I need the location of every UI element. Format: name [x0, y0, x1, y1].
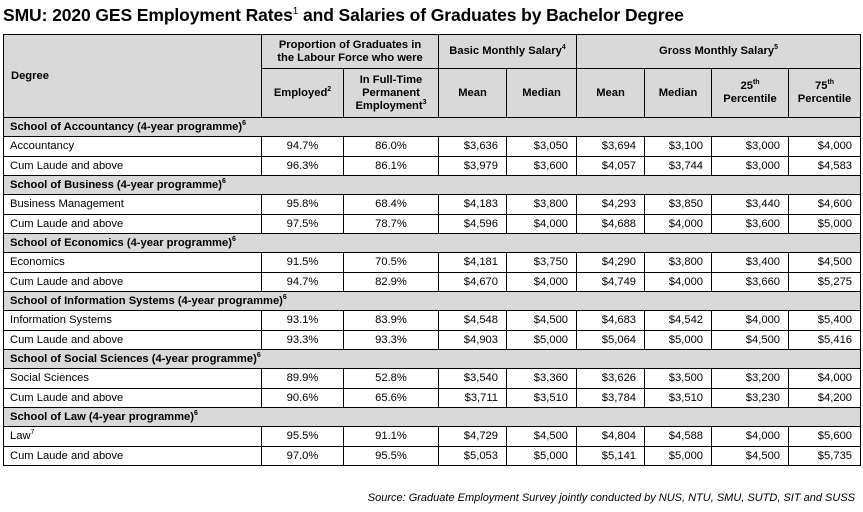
gross-mean-cell: $5,141 [577, 446, 645, 466]
basic-median-cell: $4,500 [507, 427, 577, 447]
header-p75-label: Percentile [797, 93, 852, 105]
fulltime-cell: 70.5% [344, 253, 439, 273]
p75-cell: $4,000 [789, 137, 861, 157]
gross-mean-cell: $4,749 [577, 272, 645, 292]
employed-cell: 90.6% [262, 388, 344, 408]
header-p75-sup: th [827, 79, 835, 86]
section-header [4, 350, 861, 369]
section-header [4, 292, 861, 311]
basic-median-cell: $3,800 [507, 195, 577, 215]
p75-cell: $5,735 [789, 446, 861, 466]
fulltime-cell: 78.7% [344, 214, 439, 234]
p75-cell: $5,416 [789, 330, 861, 350]
table-row [4, 446, 861, 466]
section-header [4, 408, 861, 427]
header-fulltime-sup: 3 [422, 98, 427, 106]
degree-footnote-marker: 7 [30, 429, 35, 437]
basic-mean-cell: $4,903 [439, 330, 507, 350]
section-footnote-marker: 6 [242, 120, 246, 127]
gross-mean-cell: $3,784 [577, 388, 645, 408]
gross-median-cell: $3,800 [645, 253, 712, 273]
basic-mean-cell: $3,711 [439, 388, 507, 408]
basic-mean-cell: $4,183 [439, 195, 507, 215]
employed-cell: 95.8% [262, 195, 344, 215]
degree-name: Cum Laude and above [10, 275, 124, 288]
section-name: School of Accountancy (4-year programme) [10, 121, 243, 133]
section-footnote-marker: 6 [256, 352, 261, 359]
header-p25-num: 25 [740, 80, 753, 92]
table-row [4, 195, 861, 215]
header-gross-median: Median [645, 69, 712, 118]
title-text-rest: and Salaries of Graduates by Bachelor Degree [298, 5, 684, 25]
fulltime-cell: 65.6% [344, 388, 439, 408]
header-employed-label: Employed [273, 86, 328, 99]
degree-name: Law [10, 430, 31, 443]
section-name: School of Law (4-year programme) [10, 411, 195, 423]
fulltime-cell: 95.5% [344, 446, 439, 466]
section-name: School of Business (4-year programme) [10, 179, 222, 191]
header-fulltime [344, 69, 439, 118]
basic-mean-cell: $4,670 [439, 272, 507, 292]
gross-mean-cell: $4,290 [577, 253, 645, 273]
gross-median-cell: $4,542 [645, 311, 712, 331]
degree-name: Cum Laude and above [10, 333, 124, 346]
header-gross-salary [577, 35, 861, 69]
p25-cell: $3,660 [712, 272, 789, 292]
degree-cell [4, 330, 262, 350]
section-header-row [4, 118, 861, 137]
employment-table [3, 34, 861, 466]
basic-median-cell: $3,360 [507, 369, 577, 389]
header-degree: Degree [4, 35, 262, 118]
degree-cell [4, 388, 262, 408]
header-gross-mean: Mean [577, 69, 645, 118]
section-footnote-marker: 6 [282, 294, 287, 301]
degree-name: Cum Laude and above [10, 159, 124, 172]
header-basic-salary-label: Basic Monthly Salary [449, 45, 562, 57]
table-row [4, 253, 861, 273]
gross-mean-cell: $4,057 [577, 156, 645, 176]
basic-mean-cell: $3,636 [439, 137, 507, 157]
employed-cell: 95.5% [262, 427, 344, 447]
p75-cell: $4,200 [789, 388, 861, 408]
employed-cell: 93.1% [262, 311, 344, 331]
p75-cell: $5,400 [789, 311, 861, 331]
employed-cell: 93.3% [262, 330, 344, 350]
basic-mean-cell: $3,540 [439, 369, 507, 389]
table-row [4, 214, 861, 234]
degree-cell [4, 272, 262, 292]
p25-cell: $4,000 [712, 311, 789, 331]
gross-median-cell: $3,744 [645, 156, 712, 176]
degree-cell [4, 311, 262, 331]
degree-cell [4, 446, 262, 466]
header-basic-salary [439, 35, 577, 69]
p75-cell: $4,600 [789, 195, 861, 215]
title-text: SMU: 2020 GES Employment Rates [3, 5, 293, 25]
table-row [4, 330, 861, 350]
title-footnote-marker: 1 [292, 6, 299, 17]
p75-cell: $4,500 [789, 253, 861, 273]
basic-median-cell: $4,000 [507, 214, 577, 234]
section-header-row [4, 408, 861, 427]
header-basic-median: Median [507, 69, 577, 118]
fulltime-cell: 52.8% [344, 369, 439, 389]
basic-median-cell: $3,750 [507, 253, 577, 273]
degree-name: Cum Laude and above [10, 217, 124, 230]
table-row [4, 137, 861, 157]
section-header-row [4, 234, 861, 253]
header-fulltime-label: In Full-Time Permanent Employment [355, 73, 423, 112]
degree-cell [4, 369, 262, 389]
p75-cell: $5,600 [789, 427, 861, 447]
employed-cell: 94.7% [262, 272, 344, 292]
fulltime-cell: 86.0% [344, 137, 439, 157]
p25-cell: $3,200 [712, 369, 789, 389]
gross-median-cell: $3,500 [645, 369, 712, 389]
degree-name: Economics [10, 256, 65, 269]
section-footnote-marker: 6 [222, 178, 226, 185]
gross-median-cell: $3,100 [645, 137, 712, 157]
employed-cell: 89.9% [262, 369, 344, 389]
section-header [4, 118, 861, 137]
gross-median-cell: $4,000 [645, 272, 712, 292]
degree-name: Business Management [10, 198, 124, 211]
p25-cell: $3,400 [712, 253, 789, 273]
degree-cell [4, 427, 262, 447]
section-name: School of Information Systems (4-year programme) [10, 295, 283, 307]
gross-median-cell: $4,000 [645, 214, 712, 234]
section-header [4, 234, 861, 253]
gross-median-cell: $5,000 [645, 446, 712, 466]
header-p25-label: Percentile [723, 93, 777, 105]
header-employed [262, 69, 344, 118]
basic-median-cell: $5,000 [507, 446, 577, 466]
p25-cell: $3,230 [712, 388, 789, 408]
header-basic-mean: Mean [439, 69, 507, 118]
section-header-row [4, 176, 861, 195]
gross-mean-cell: $3,626 [577, 369, 645, 389]
degree-cell [4, 214, 262, 234]
gross-mean-cell: $4,688 [577, 214, 645, 234]
gross-mean-cell: $3,694 [577, 137, 645, 157]
table-row [4, 311, 861, 331]
basic-median-cell: $3,600 [507, 156, 577, 176]
degree-name: Cum Laude and above [10, 391, 124, 404]
degree-cell [4, 137, 262, 157]
fulltime-cell: 93.3% [344, 330, 439, 350]
degree-name: Cum Laude and above [10, 449, 124, 462]
employed-cell: 96.3% [262, 156, 344, 176]
basic-median-cell: $4,500 [507, 311, 577, 331]
table-row [4, 272, 861, 292]
degree-cell [4, 253, 262, 273]
p25-cell: $3,000 [712, 156, 789, 176]
p25-cell: $4,500 [712, 446, 789, 466]
p25-cell: $4,500 [712, 330, 789, 350]
employed-cell: 97.0% [262, 446, 344, 466]
table-header [4, 35, 861, 118]
degree-cell [4, 195, 262, 215]
gross-median-cell: $4,588 [645, 427, 712, 447]
gross-mean-cell: $5,064 [577, 330, 645, 350]
table-row [4, 427, 861, 447]
gross-median-cell: $5,000 [645, 330, 712, 350]
table-row [4, 156, 861, 176]
basic-mean-cell: $3,979 [439, 156, 507, 176]
table-body [4, 118, 861, 466]
p25-cell: $3,000 [712, 137, 789, 157]
employed-cell: 94.7% [262, 137, 344, 157]
gross-mean-cell: $4,804 [577, 427, 645, 447]
section-header-row [4, 292, 861, 311]
section-footnote-marker: 6 [194, 410, 198, 417]
p75-cell: $4,000 [789, 369, 861, 389]
source-note: Source: Graduate Employment Survey jointly conducted by NUS, NTU, SMU, SUTD, SIT and SUSS [367, 492, 855, 504]
header-p25-sup: th [752, 79, 760, 86]
header-p75-num: 75 [814, 80, 828, 92]
gross-mean-cell: $4,683 [577, 311, 645, 331]
section-name: School of Social Sciences (4-year programme) [10, 353, 257, 365]
header-p75 [789, 69, 861, 118]
fulltime-cell: 83.9% [344, 311, 439, 331]
p25-cell: $3,440 [712, 195, 789, 215]
header-p25 [712, 69, 789, 118]
table-row [4, 388, 861, 408]
basic-median-cell: $3,050 [507, 137, 577, 157]
header-basic-salary-sup: 4 [561, 44, 566, 51]
p25-cell: $4,000 [712, 427, 789, 447]
section-header [4, 176, 861, 195]
employed-cell: 97.5% [262, 214, 344, 234]
section-name: School of Economics (4-year programme) [10, 237, 232, 249]
header-employed-sup: 2 [327, 85, 332, 93]
gross-median-cell: $3,850 [645, 195, 712, 215]
fulltime-cell: 91.1% [344, 427, 439, 447]
page-title [3, 5, 684, 26]
section-header-row [4, 350, 861, 369]
basic-mean-cell: $4,596 [439, 214, 507, 234]
fulltime-cell: 86.1% [344, 156, 439, 176]
section-footnote-marker: 6 [231, 236, 236, 243]
header-proportion: Proportion of Graduates in the Labour Force who were [262, 35, 439, 69]
degree-name: Information Systems [10, 314, 112, 327]
gross-mean-cell: $4,293 [577, 195, 645, 215]
basic-mean-cell: $4,729 [439, 427, 507, 447]
basic-median-cell: $5,000 [507, 330, 577, 350]
table-row [4, 369, 861, 389]
header-gross-salary-sup: 5 [774, 44, 778, 51]
basic-mean-cell: $4,548 [439, 311, 507, 331]
basic-median-cell: $4,000 [507, 272, 577, 292]
p75-cell: $4,583 [789, 156, 861, 176]
basic-median-cell: $3,510 [507, 388, 577, 408]
fulltime-cell: 82.9% [344, 272, 439, 292]
degree-name: Accountancy [10, 140, 75, 153]
fulltime-cell: 68.4% [344, 195, 439, 215]
p25-cell: $3,600 [712, 214, 789, 234]
degree-cell [4, 156, 262, 176]
basic-mean-cell: $4,181 [439, 253, 507, 273]
employed-cell: 91.5% [262, 253, 344, 273]
basic-mean-cell: $5,053 [439, 446, 507, 466]
degree-name: Social Sciences [10, 372, 89, 385]
header-gross-salary-label: Gross Monthly Salary [659, 45, 775, 57]
gross-median-cell: $3,510 [645, 388, 712, 408]
p75-cell: $5,000 [789, 214, 861, 234]
p75-cell: $5,275 [789, 272, 861, 292]
